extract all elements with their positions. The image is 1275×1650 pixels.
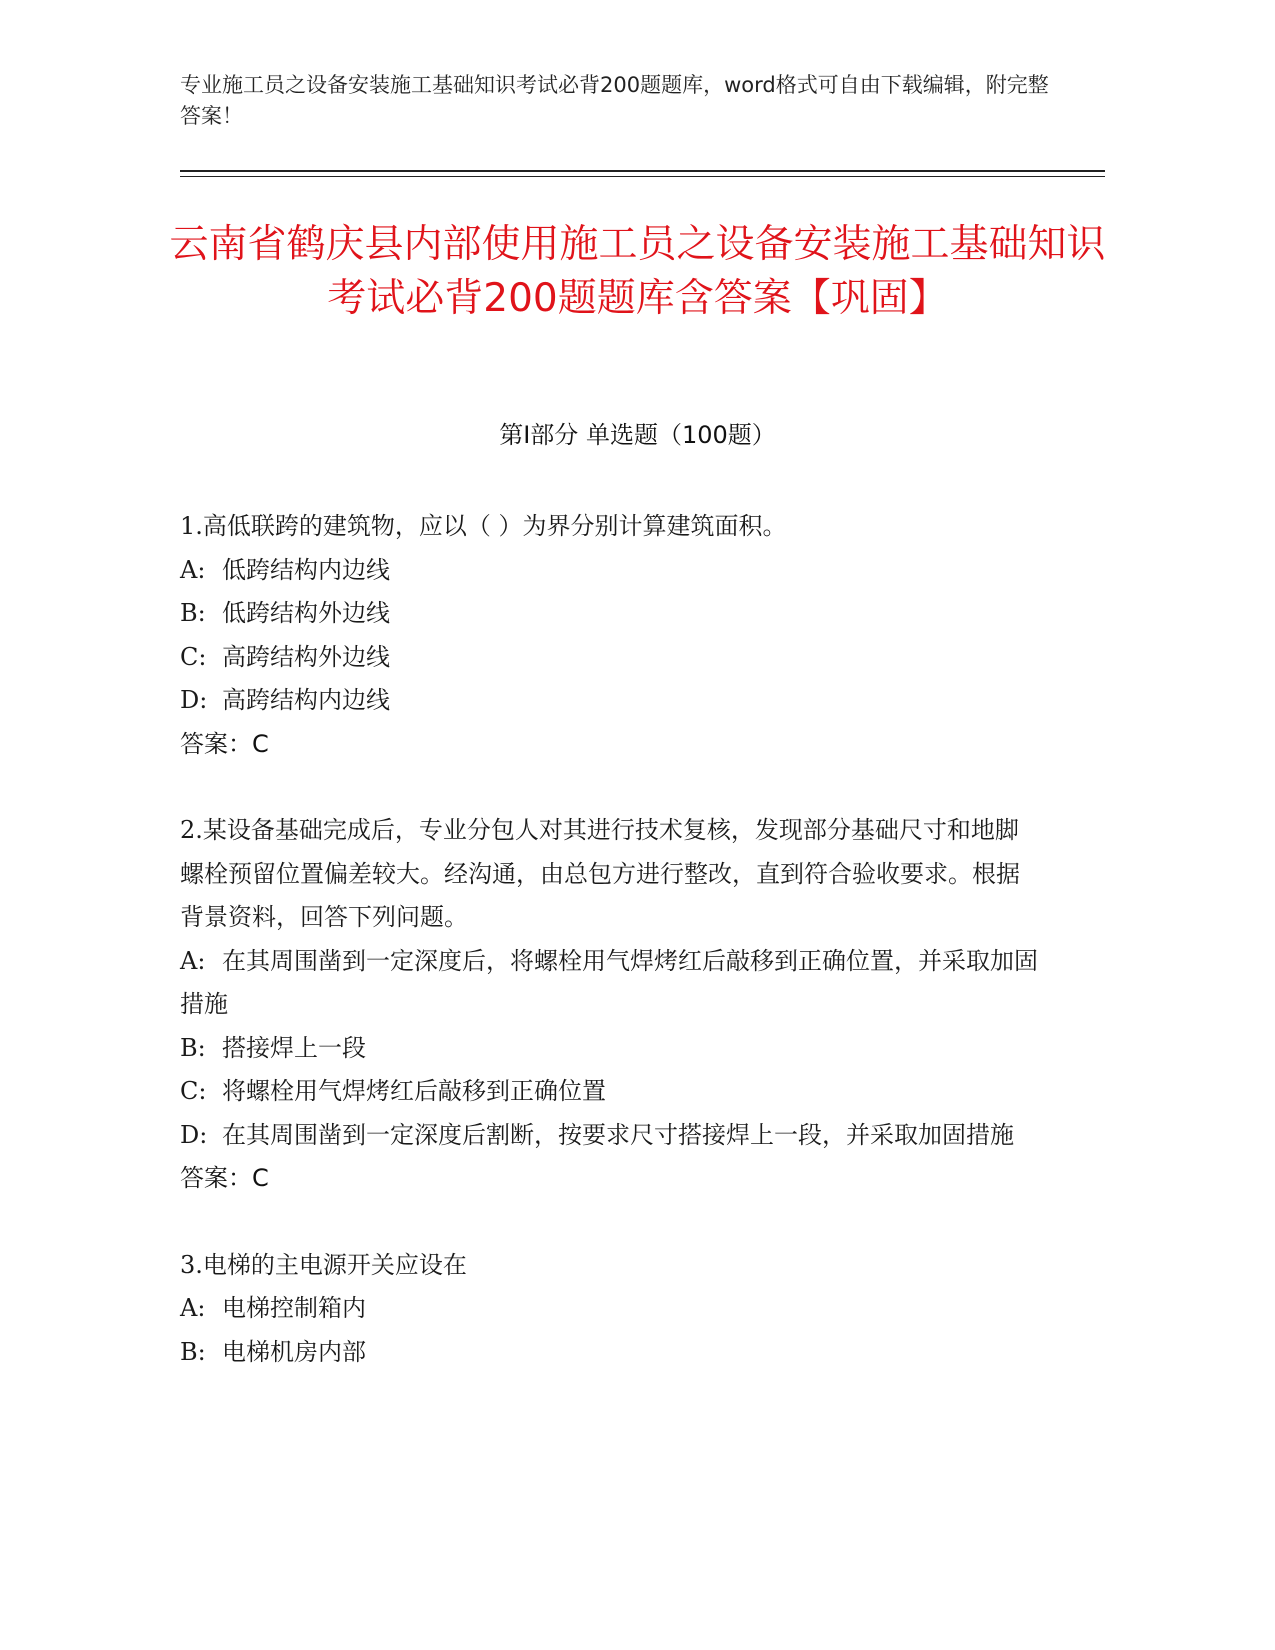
option-label: B: [180,1337,206,1366]
answer-line [180,1157,1040,1201]
option-text: 低跨结构内边线 [222,555,390,584]
option-a [180,940,1040,1027]
question-1 [180,505,1040,766]
option-text: 高跨结构外边线 [222,642,390,671]
answer-prefix: 答案： [180,1164,252,1192]
option-b [180,1331,1040,1375]
option-b [180,592,1040,636]
option-d [180,679,1040,723]
question-3 [180,1244,1040,1375]
question-list [180,505,1040,1417]
option-d [180,1114,1040,1158]
question-2 [180,809,1040,1201]
option-label: A: [180,1294,206,1322]
header-divider-thick [180,170,1105,172]
option-label: B: [180,1033,206,1062]
option-label: C: [180,1077,207,1105]
option-label: D: [180,686,208,714]
answer-value: C [252,1164,269,1192]
option-text: 高跨结构内边线 [222,686,390,714]
option-c [180,636,1040,680]
option-b [180,1027,1040,1071]
option-text: 搭接焊上一段 [222,1033,366,1062]
question-text: 1.高低联跨的建筑物，应以（ ）为界分别计算建筑面积。 [180,512,787,540]
option-text: 在其周围凿到一定深度后割断，按要求尺寸搭接焊上一段，并采取加固措施 [222,1120,1014,1149]
option-label: D: [180,1120,208,1149]
option-text: 电梯控制箱内 [222,1294,366,1322]
question-text: 3.电梯的主电源开关应设在 [180,1250,467,1279]
option-a [180,549,1040,593]
option-label: A: [180,946,206,975]
answer-line [180,723,1040,767]
option-text: 将螺栓用气焊烤红后敲移到正确位置 [222,1077,606,1105]
document-title: 云南省鹤庆县内部使用施工员之设备安装施工基础知识考试必背200题题库含答案【巩固】 [169,222,1106,321]
header-note: 专业施工员之设备安装施工基础知识考试必背200题题库，word格式可自由下载编辑，附完整答案！ [180,73,1049,128]
option-text: 低跨结构外边线 [222,599,390,627]
option-label: C: [180,642,207,671]
section-heading: 第Ⅰ部分 单选题（100题） [499,421,776,449]
header-divider-thin [180,176,1105,177]
option-text: 在其周围凿到一定深度后，将螺栓用气焊烤红后敲移到正确位置，并采取加固措施 [180,946,1038,1018]
question-text: 2.某设备基础完成后，专业分包人对其进行技术复核，发现部分基础尺寸和地脚螺栓预留位置偏差较大。经沟通，由总包方进行整改，直到符合验收要求。根据背景资料，回答下列问题。 [180,816,1020,931]
answer-value: C [252,729,269,758]
option-c [180,1070,1040,1114]
option-label: A: [180,555,206,584]
option-label: B: [180,599,206,627]
option-a [180,1287,1040,1331]
option-text: 电梯机房内部 [222,1337,366,1366]
answer-prefix: 答案： [180,729,252,758]
